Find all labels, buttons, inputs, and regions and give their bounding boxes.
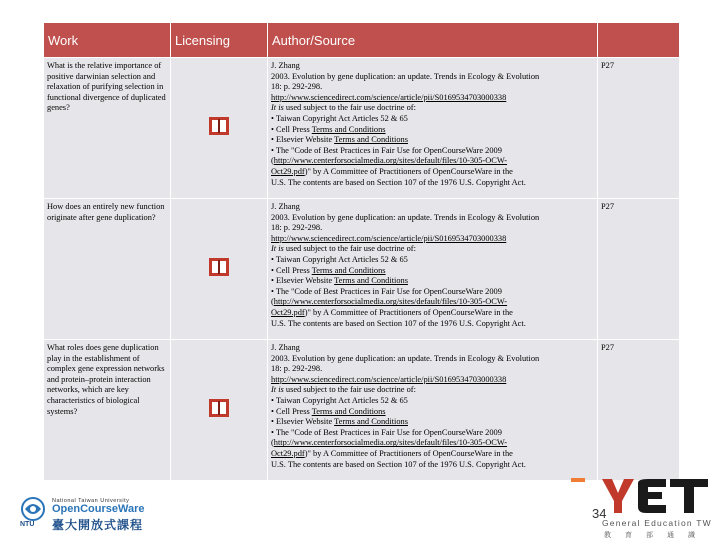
copyright-act: • Taiwan Copyright Act Articles 52 & 65 [271,113,408,123]
ocw-doc-link[interactable]: http://www.centerforsocialmedia.org/sites/default/files/10-305-OCW- [273,297,508,307]
citation-pages: 18: p. 292-298. [271,364,323,374]
table-row [44,340,680,481]
book-icon [208,398,230,418]
elsevier-terms-link[interactable]: Terms and Conditions [334,276,408,286]
cell-press-terms-link[interactable]: Terms and Conditions [311,406,386,416]
fair-use-text: used subject to the fair use doctrine of: [283,244,416,254]
header-row [44,23,680,58]
table-row [44,58,680,199]
licensing-cell [171,340,268,481]
ocw-doc-link[interactable]: http://www.centerforsocialmedia.org/sites/default/files/10-305-OCW- [273,438,508,448]
page-cell: P27 [598,199,680,340]
header-work: Work [44,23,171,58]
header-licensing: Licensing [171,23,268,58]
copyright-basis: U.S. The contents are based on Section 107 of the 1976 U.S. Copyright Act. [271,318,526,328]
general-education-logo-icon [598,474,718,516]
work-cell: What is the relative importance of positive darwinian selection and relaxation of purifying selection in functional divergence of duplicated genes? [44,58,171,199]
source-link[interactable]: http://www.sciencedirect.com/science/article/pii/S0169534703000338 [271,374,507,384]
ocw-doc-link-end[interactable]: Oct29.pdf [271,307,305,317]
author-name: J. Zhang [271,202,300,211]
page-cell: P27 [598,340,680,481]
page-cell: P27 [598,58,680,199]
committee-text: )" by A Committee of Practitioners of OpenCourseWare in the [304,448,513,458]
author-name: J. Zhang [271,61,300,70]
elsevier-label: • Elsevier Website [271,417,335,427]
source-link[interactable]: http://www.sciencedirect.com/science/article/pii/S0169534703000338 [271,233,507,243]
cell-press-terms-link[interactable]: Terms and Conditions [311,124,386,134]
ocw-doc-link-end[interactable]: Oct29.pdf [271,448,305,458]
elsevier-label: • Elsevier Website [271,135,335,145]
copyright-basis: U.S. The contents are based on Section 107 of the 1976 U.S. Copyright Act. [271,459,526,469]
header-author-source: Author/Source [268,23,598,58]
code-of-practices: • The "Code of Best Practices in Fair Use for OpenCourseWare 2009 [271,427,502,437]
ocw-label: OpenCourseWare [52,503,145,515]
university-name: National Taiwan University [52,498,130,504]
author-source-cell [268,58,598,199]
ntu-label: NTU [20,521,35,528]
fair-use-italic: It is [271,244,284,254]
cell-press-label: • Cell Press [271,124,312,134]
licensing-cell [171,58,268,199]
rights-table [43,22,680,481]
ocw-doc-link-end[interactable]: Oct29.pdf [271,166,305,176]
citation: 2003. Evolution by gene duplication: an update. Trends in Ecology & Evolution [271,353,540,363]
elsevier-terms-link[interactable]: Terms and Conditions [334,417,408,427]
fair-use-text: used subject to the fair use doctrine of: [283,385,416,395]
citation: 2003. Evolution by gene duplication: an update. Trends in Ecology & Evolution [271,212,540,222]
general-education-chinese: 教育部通識 [604,531,709,539]
copyright-act: • Taiwan Copyright Act Articles 52 & 65 [271,395,408,405]
header-page [598,23,680,58]
table-row [44,199,680,340]
elsevier-terms-link[interactable]: Terms and Conditions [334,135,408,145]
work-cell: How does an entirely new function originate after gene duplication? [44,199,171,340]
source-link[interactable]: http://www.sciencedirect.com/science/article/pii/S0169534703000338 [271,92,507,102]
fair-use-italic: It is [271,385,284,395]
citation-pages: 18: p. 292-298. [271,82,323,92]
committee-text: )" by A Committee of Practitioners of OpenCourseWare in the [304,307,513,317]
cell-press-label: • Cell Press [271,265,312,275]
author-source-cell [268,340,598,481]
code-of-practices: • The "Code of Best Practices in Fair Use for OpenCourseWare 2009 [271,145,502,155]
code-of-practices: • The "Code of Best Practices in Fair Use for OpenCourseWare 2009 [271,286,502,296]
copyright-act: • Taiwan Copyright Act Articles 52 & 65 [271,254,408,264]
author-source-cell [268,199,598,340]
fair-use-text: used subject to the fair use doctrine of: [283,103,416,113]
fair-use-italic: It is [271,103,284,113]
citation: 2003. Evolution by gene duplication: an update. Trends in Ecology & Evolution [271,71,540,81]
cell-press-label: • Cell Press [271,406,312,416]
citation-pages: 18: p. 292-298. [271,223,323,233]
work-cell: What roles does gene duplication play in the establishment of complex gene expression networks and protein–protein interaction networks, which are key characteristics of biological systems? [44,340,171,481]
book-icon [208,116,230,136]
ocw-chinese-name: 臺大開放式課程 [52,518,144,532]
ntu-ocw-logo-icon [18,495,48,535]
licensing-cell [171,199,268,340]
paren-open: ( [271,438,274,448]
accent-bar [571,478,585,482]
page-number: 34 [592,506,607,521]
copyright-basis: U.S. The contents are based on Section 107 of the 1976 U.S. Copyright Act. [271,177,526,187]
committee-text: )" by A Committee of Practitioners of OpenCourseWare in the [304,166,513,176]
elsevier-label: • Elsevier Website [271,276,335,286]
general-education-subtitle: General Education TW [602,518,712,528]
author-name: J. Zhang [271,343,300,352]
ocw-doc-link[interactable]: http://www.centerforsocialmedia.org/sites/default/files/10-305-OCW- [273,156,508,166]
paren-open: ( [271,297,274,307]
cell-press-terms-link[interactable]: Terms and Conditions [311,265,386,275]
book-icon [208,257,230,277]
paren-open: ( [271,156,274,166]
